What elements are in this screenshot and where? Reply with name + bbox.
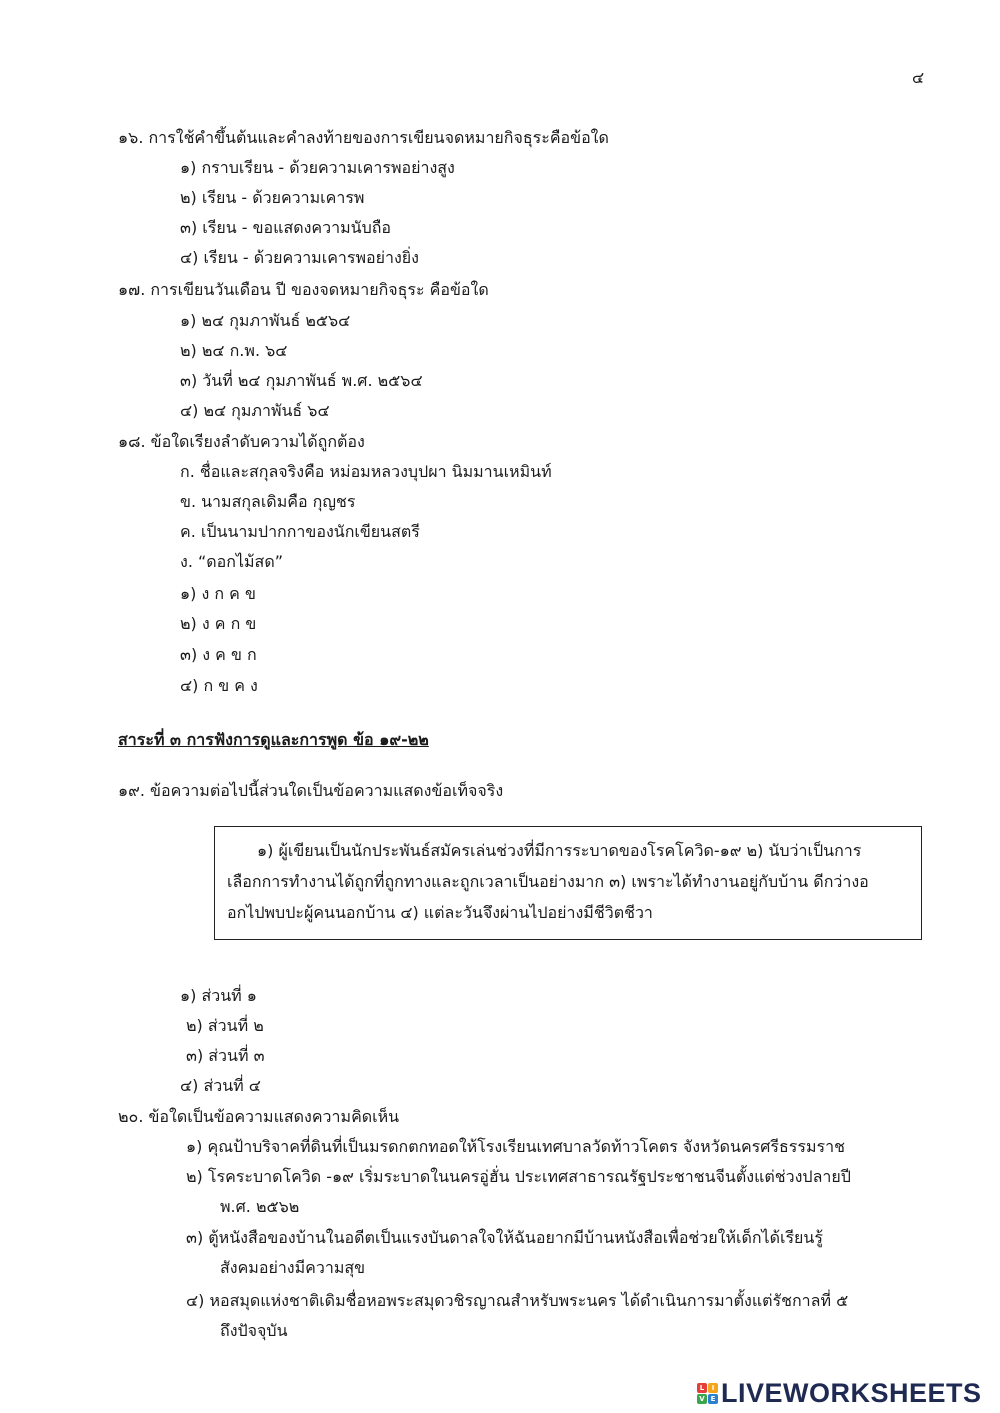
question-16-stem: ๑๖. การใช้คำขึ้นต้นและคำลงท้ายของการเขียนจดหมายกิจธุระคือข้อใด — [118, 128, 609, 147]
q19-option-1: ๑) ส่วนที่ ๑ — [180, 986, 257, 1005]
q19-passage-line-2: เลือกการทำงานได้ถูกที่ถูกทางและถูกเวลาเป็นอย่างมาก ๓) เพราะได้ทำงานอยู่กับบ้าน ดีกว่างอ — [227, 872, 869, 891]
q20-option-2: ๒) โรคระบาดโควิด -๑๙ เริ่มระบาดในนครอู่ฮั่น ประเทศสาธารณรัฐประชาชนจีนตั้งแต่ช่วงปลายปี — [186, 1167, 851, 1186]
question-18-stem: ๑๘. ข้อใดเรียงลำดับความได้ถูกต้อง — [118, 432, 365, 451]
q17-option-4: ๔) ๒๔ กุมภาพันธ์ ๖๔ — [180, 401, 330, 420]
q19-option-4: ๔) ส่วนที่ ๔ — [180, 1076, 261, 1095]
question-17-stem: ๑๗. การเขียนวันเดือน ปี ของจดหมายกิจธุระ คือข้อใด — [118, 280, 489, 299]
liveworksheets-logo — [697, 1378, 982, 1408]
q19-passage-line-3: อกไปพบปะผู้คนนอกบ้าน ๔) แต่ละวันจึงผ่านไปอย่างมีชีวิตชีวา — [227, 903, 653, 922]
q20-option-1: ๑) คุณป้าบริจาคที่ดินที่เป็นมรดกตกทอดให้โรงเรียนเทศบาลวัดท้าวโคตร จังหวัดนครศรีธรรมราช — [186, 1137, 845, 1156]
q18-option-3: ๓) ง ค ข ก — [180, 645, 257, 664]
section-3-heading: สาระที่ ๓ การฟังการดูและการพูด ข้อ ๑๙-๒๒ — [118, 730, 429, 749]
q16-option-2: ๒) เรียน - ด้วยความเคารพ — [180, 188, 365, 207]
q16-option-4: ๔) เรียน - ด้วยความเคารพอย่างยิ่ง — [180, 248, 419, 267]
q17-option-3: ๓) วันที่ ๒๔ กุมภาพันธ์ พ.ศ. ๒๕๖๔ — [180, 371, 423, 390]
q18-item-ngo: ง. “ดอกไม้สด” — [180, 552, 283, 571]
logo-tile-i: I — [708, 1383, 718, 1393]
q20-option-4-continuation: ถึงปัจจุบัน — [220, 1321, 288, 1340]
q18-item-kho-khwai: ค. เป็นนามปากกาของนักเขียนสตรี — [180, 522, 420, 541]
q18-option-4: ๔) ก ข ค ง — [180, 676, 258, 695]
q19-passage-line-1: ๑) ผู้เขียนเป็นนักประพันธ์สมัครเล่นช่วงที่มีการระบาดของโรคโควิด-๑๙ ๒) นับว่าเป็นการ — [257, 841, 862, 860]
liveworksheets-logo-icon — [697, 1383, 718, 1404]
q18-item-kho: ข. นามสกุลเดิมคือ กุญชร — [180, 492, 356, 511]
q20-option-4: ๔) หอสมุดแห่งชาติเดิมชื่อหอพระสมุดวชิรญาณสำหรับพระนคร ได้ดำเนินการมาตั้งแต่รัชกาลที่ ๕ — [186, 1291, 849, 1310]
question-20-stem: ๒๐. ข้อใดเป็นข้อความแสดงความคิดเห็น — [118, 1107, 400, 1126]
q19-option-3: ๓) ส่วนที่ ๓ — [186, 1046, 265, 1065]
q20-option-3: ๓) ตู้หนังสือของบ้านในอดีตเป็นแรงบันดาลใจให้ฉันอยากมีบ้านหนังสือเพื่อช่วยให้เด็กได้เรียนรู้ — [186, 1228, 823, 1247]
q18-item-ko: ก. ชื่อและสกุลจริงคือ หม่อมหลวงบุปผา นิมมานเหมินท์ — [180, 462, 552, 481]
page-number: ๔ — [912, 68, 925, 87]
q16-option-3: ๓) เรียน - ขอแสดงความนับถือ — [180, 218, 392, 237]
q17-option-1: ๑) ๒๔ กุมภาพันธ์ ๒๕๖๔ — [180, 311, 351, 330]
question-19-stem: ๑๙. ข้อความต่อไปนี้ส่วนใดเป็นข้อความแสดงข้อเท็จจริง — [118, 781, 504, 800]
q16-option-1: ๑) กราบเรียน - ด้วยความเคารพอย่างสูง — [180, 158, 455, 177]
q20-option-3-continuation: สังคมอย่างมีความสุข — [220, 1258, 366, 1277]
q20-option-2-continuation: พ.ศ. ๒๕๖๒ — [220, 1197, 300, 1216]
logo-tile-e: E — [708, 1394, 718, 1404]
q18-option-2: ๒) ง ค ก ข — [180, 614, 257, 633]
q19-option-2: ๒) ส่วนที่ ๒ — [186, 1016, 264, 1035]
liveworksheets-wordmark: LIVEWORKSHEETS — [721, 1377, 982, 1408]
logo-tile-v: V — [697, 1394, 707, 1404]
q19-passage-box — [214, 826, 922, 940]
q17-option-2: ๒) ๒๔ ก.พ. ๖๔ — [180, 341, 288, 360]
logo-tile-l: L — [697, 1383, 707, 1393]
q18-option-1: ๑) ง ก ค ข — [180, 584, 256, 603]
